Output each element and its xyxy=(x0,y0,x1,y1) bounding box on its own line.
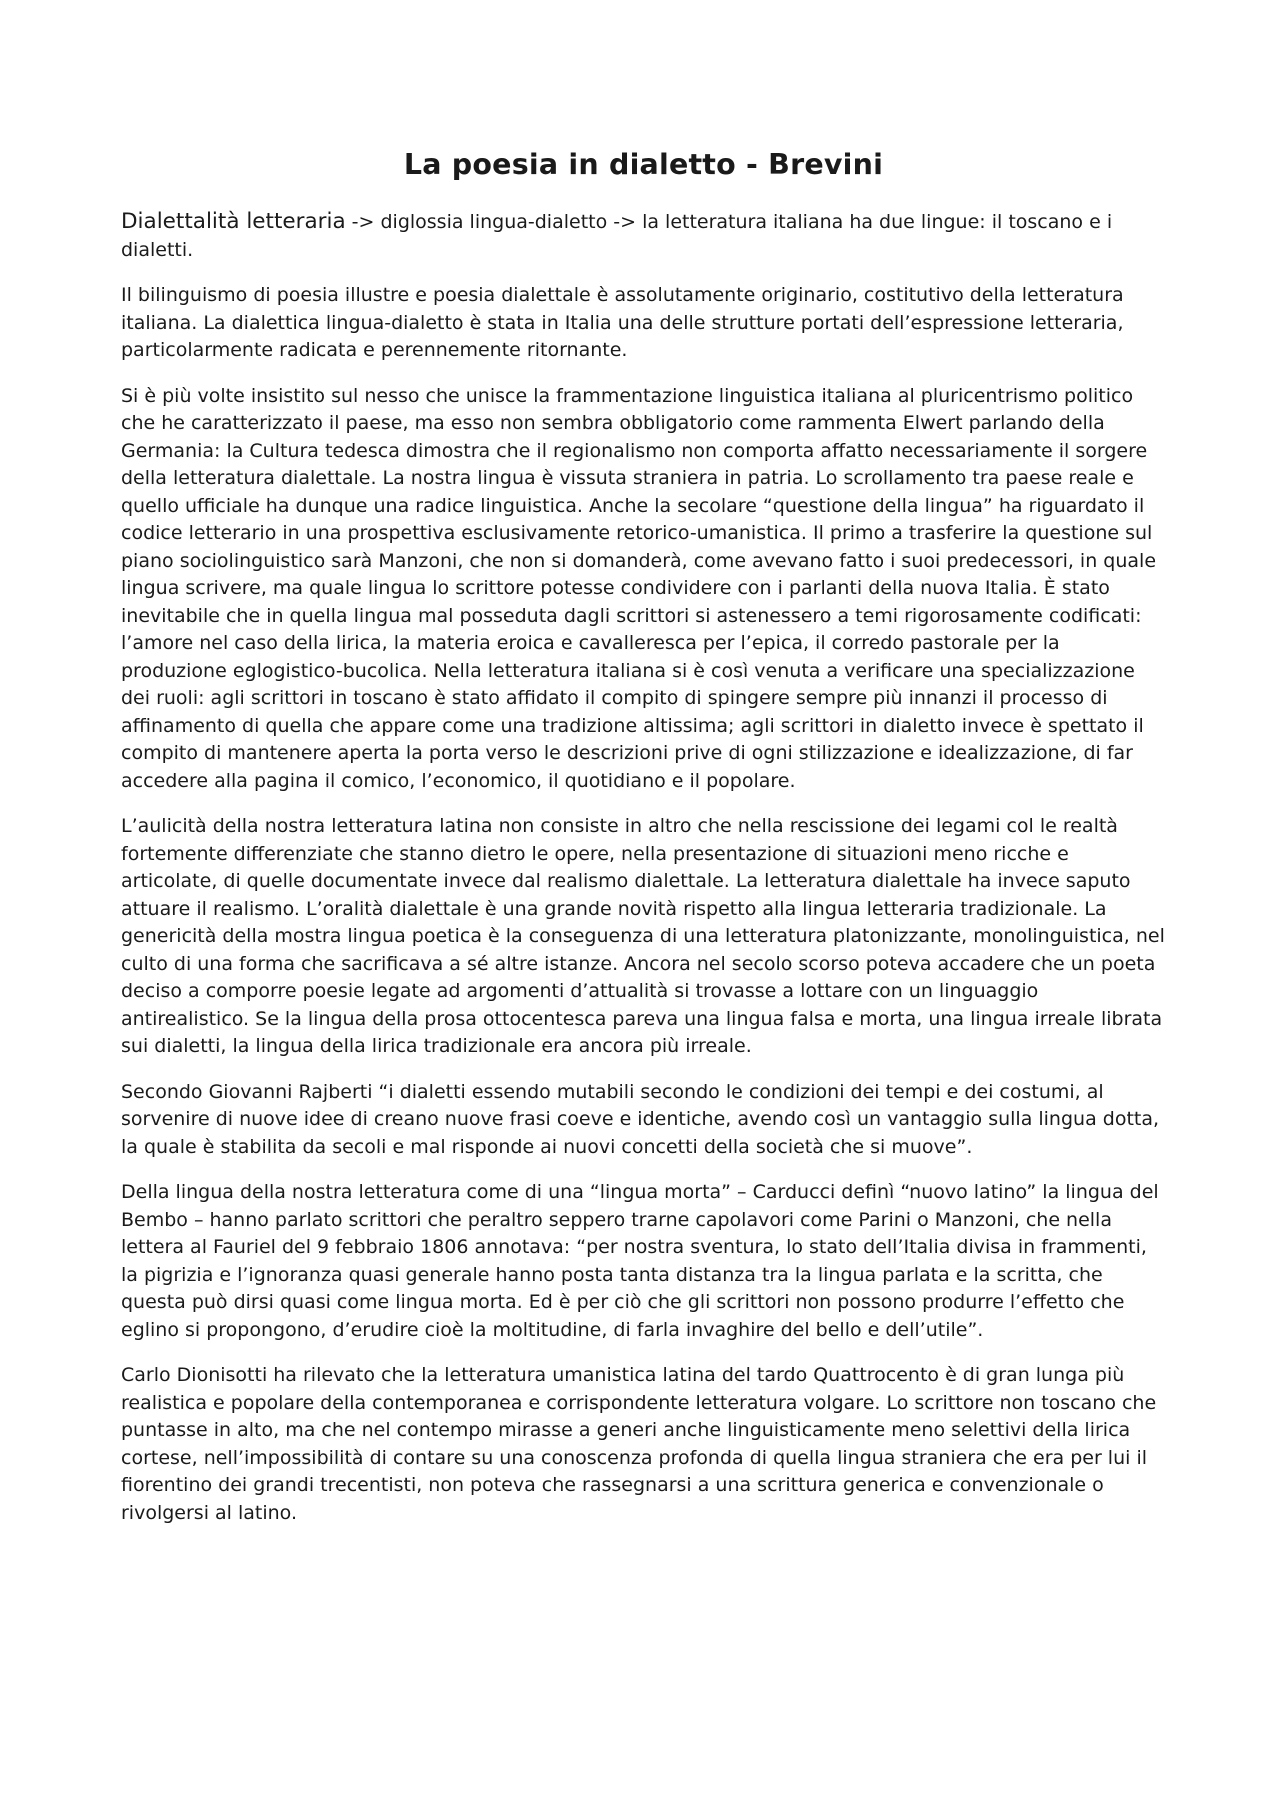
intro-text: -> diglossia lingua-dialetto -> la letteratura italiana ha due lingue: il toscano e i dialetti. xyxy=(121,211,1113,261)
document-title: La poesia in dialetto - Brevini xyxy=(403,148,884,181)
body-paragraph: Il bilinguismo di poesia illustre e poesia dialettale è assolutamente originario, costitutivo della letteratura italiana. La dialettica lingua-dialetto è stata in Italia una delle strutture portati dell’espressione letteraria, particolarmente radicata e perennemente ritornante. xyxy=(121,284,1124,361)
body-paragraph: Carlo Dionisotti ha rilevato che la letteratura umanistica latina del tardo Quattrocento è di gran lunga più realistica e popolare della contemporanea e corrispondente letteratura volgare. Lo scrittore non toscano che puntasse in alto, ma che nel contempo mirasse a generi anche linguisticamente meno selettivi della lirica cortese, nell’impossibilità di contare su una conoscenza profonda di quella lingua straniera che era per lui il fiorentino dei grandi trecentisti, non poteva che rassegnarsi a una scrittura generica e convenzionale o rivolgersi al latino. xyxy=(121,1364,1157,1524)
body-paragraph: Secondo Giovanni Rajberti “i dialetti essendo mutabili secondo le condizioni dei tempi e dei costumi, al sorvenire di nuove idee di creano nuove frasi coeve e identiche, avendo così un vantaggio sulla lingua dotta, la quale è stabilita da secoli e mal risponde ai nuovi concetti della società che si muove”. xyxy=(121,1080,1160,1158)
body-paragraph: L’aulicità della nostra letteratura latina non consiste in altro che nella rescissione dei legami col le realtà fortemente differenziate che stanno dietro le opere, nella presentazione di situazioni meno ricche e articolate, di quelle documentate invece dal realismo dialettale. La letteratura dialettale ha invece saputo attuare il realismo. L’oralità dialettale è una grande novità rispetto alla lingua letteraria tradizionale. La genericità della mostra lingua poetica è la conseguenza di una letteratura platonizzante, monolinguistica, nel culto di una forma che sacrificava a sé altre istanze. Ancora nel secolo scorso poteva accadere che un poeta deciso a comporre poesie legate ad argomenti d’attualità si trovasse a lottare con un linguaggio antirealistico. Se la lingua della prosa ottocentesca pareva una lingua falsa e morta, una lingua irreale librata sui dialetti, la lingua della lirica tradizionale era ancora più irreale. xyxy=(121,815,1165,1057)
body-paragraph: Della lingua della nostra letteratura come di una “lingua morta” – Carducci definì “nuovo latino” la lingua del Bembo – hanno parlato scrittori che peraltro seppero trarne capolavori come Parini o Manzoni, che nella lettera al Fauriel del 9 febbraio 1806 annotava: “per nostra sventura, lo stato dell’Italia divisa in frammenti, la pigrizia e l’ignoranza quasi generale hanno posta tanta distanza tra la lingua parlata e la scritta, che questa può dirsi quasi come lingua morta. Ed è per ciò che gli scrittori non possono produrre l’effetto che eglino si propongono, d’erudire cioè la moltitudine, di farla invaghire del bello e dell’utile”. xyxy=(121,1181,1159,1341)
intro-lead: Dialettalità letteraria xyxy=(121,209,346,234)
document-page xyxy=(121,148,1166,1545)
intro-paragraph xyxy=(121,208,1166,264)
body-paragraph: Si è più volte insistito sul nesso che unisce la frammentazione linguistica italiana al pluricentrismo politico che he caratterizzato il paese, ma esso non sembra obbligatorio come rammenta Elwert parlando della Germania: la Cultura tedesca dimostra che il regionalismo non comporta affatto necessariamente il sorgere della letteratura dialettale. La nostra lingua è vissuta straniera in patria. Lo scrollamento tra paese reale e quello ufficiale ha dunque una radice linguistica. Anche la secolare “questione della lingua” ha riguardato il codice letterario in una prospettiva esclusivamente retorico-umanistica. Il primo a trasferire la questione sul piano sociolinguistico sarà Manzoni, che non si domanderà, come avevano fatto i suoi predecessori, in quale lingua scrivere, ma quale lingua lo scrittore potesse condividere con i parlanti della nuova Italia. È stato inevitabile che in quella lingua mal posseduta dagli scrittori si astenessero a temi rigorosamente codificati: l’amore nel caso della lirica, la materia eroica e cavalleresca per l’epica, il corredo pastorale per la produzione eglogistico-bucolica. Nella letteratura italiana si è così venuta a verificare una specializzazione dei ruoli: agli scrittori in toscano è stato affidato il compito di spingere sempre più innanzi il processo di affinamento di quella che appare come una tradizione altissima; agli scrittori in dialetto invece è spettato il compito di mantenere aperta la porta verso le descrizioni prive di ogni stilizzazione e idealizzazione, di far accedere alla pagina il comico, l’economico, il quotidiano e il popolare. xyxy=(121,384,1157,792)
